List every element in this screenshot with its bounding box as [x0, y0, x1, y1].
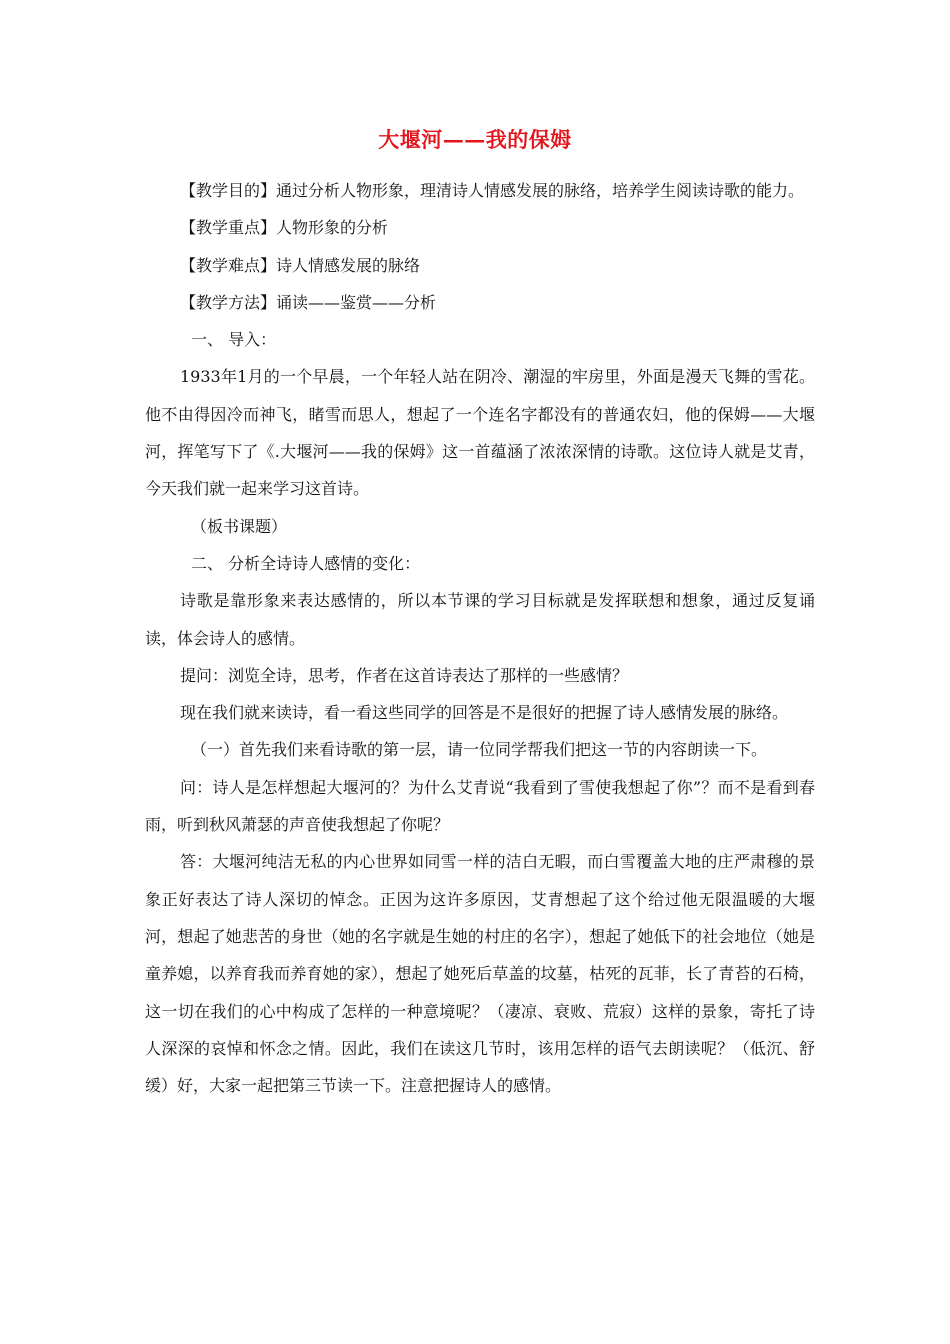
paragraph-difficulty: 【教学难点】诗人情感发展的脉络 — [180, 255, 421, 275]
paragraph-method: 【教学方法】诵读——鉴赏——分析 — [180, 292, 437, 312]
paragraph-transition: 现在我们就来读诗，看一看这些同学的回答是不是很好的把握了诗人感情发展的脉络。 — [180, 703, 789, 723]
paragraph-question-1: 提问：浏览全诗，思考，作者在这首诗表达了那样的一些感情？ — [180, 665, 629, 685]
paragraph-answer: 答：大堰河纯洁无私的内心世界如同雪一样的洁白无暇，而白雪覆盖大地的庄严肃穆的景象正好表达了诗人深切的悼念。正因为这许多原因，艾青想起了这个给过他无限温暖的大堰河，想起了她悲苦的身世（她的名字就是生她的村庄的名字），想起了她低下的社会地位（她是童养媳，以养育我而养育她的家），想起了她死后草盖的坟墓，枯死的瓦菲，长了青苔的石椅，这一切在我们的心中构成了怎样的一种意境呢？（凄凉、衰败、荒寂）这样的景象，寄托了诗人深深的哀悼和怀念之情。因此，我们在读这几节时，该用怎样的语气去朗读呢？（低沉、舒缓）好，大家一起把第三节读一下。注意把握诗人的感情。 — [145, 852, 815, 1096]
paragraph-question-2: 问：诗人是怎样想起大堰河的？为什么艾青说“我看到了雪使我想起了你”？而不是看到春雨，听到秋风萧瑟的声音使我想起了你呢？ — [145, 777, 815, 835]
paragraph-intro: 1933年1月的一个早晨，一个年轻人站在阴冷、潮湿的牢房里，外面是漫天飞舞的雪花。他不由得因冷而神飞，睹雪而思人，想起了一个连名字都没有的普通农妇，他的保姆——大堰河，挥笔写下了《.大堰河——我的保姆》这一首蕴涵了浓浓深情的诗歌。这位诗人就是艾青，今天我们就一起来学习这首诗。 — [145, 367, 815, 499]
section-heading-intro: 一、 导入： — [191, 330, 277, 350]
paragraph-board-note: （板书课题） — [191, 516, 288, 536]
paragraph-goal: 诗歌是靠形象来表达感情的，所以本节课的学习目标就是发挥联想和想象，通过反复诵读，体会诗人的感情。 — [145, 591, 815, 648]
paragraph-objective: 【教学目的】通过分析人物形象，理清诗人情感发展的脉络，培养学生阅读诗歌的能力。 — [180, 181, 805, 200]
page-title: 大堰河——我的保姆 — [378, 127, 572, 152]
document-body — [145, 172, 815, 1104]
paragraph-layer-1: （一）首先我们来看诗歌的第一层，请一位同学帮我们把这一节的内容朗读一下。 — [191, 740, 768, 760]
section-heading-analysis: 二、 分析全诗诗人感情的变化： — [191, 553, 421, 573]
paragraph-key-point: 【教学重点】人物形象的分析 — [180, 218, 389, 238]
